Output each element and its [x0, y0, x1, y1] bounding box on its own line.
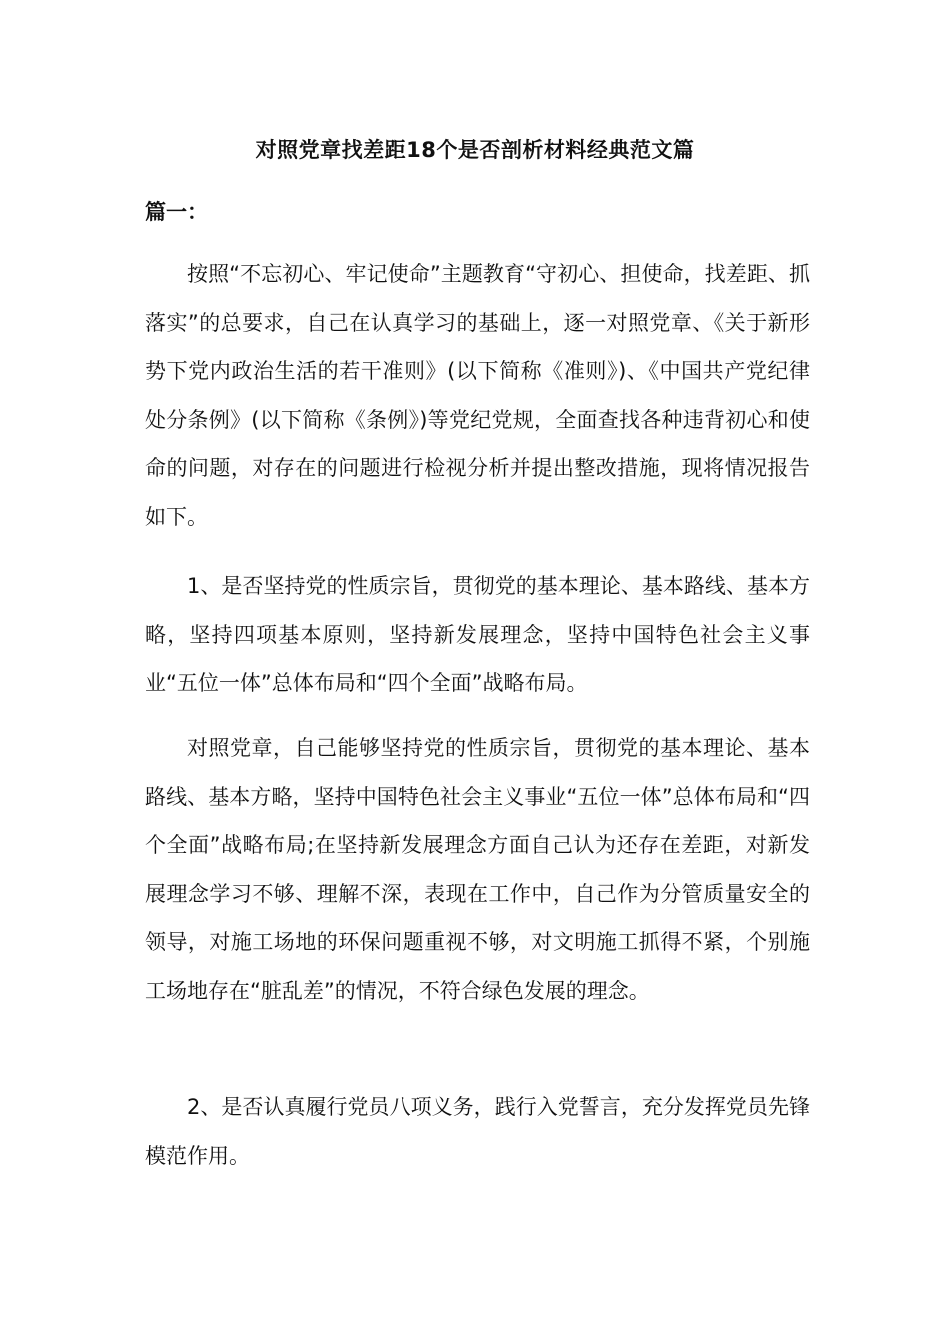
paragraph-intro: 按照“不忘初心、牢记使命”主题教育“守初心、担使命，找差距、抓落实”的总要求，自己在认真学习的基础上，逐一对照党章、《关于新形势下党内政治生活的若干准则》(以下简称《准则》)、《中国共产党纪律处分条例》(以下简称《条例》)等党纪党规，全面查找各种违背初心和使命的问题，对存在的问题进行检视分析并提出整改措施，现将情况报告如下。 — [145, 262, 810, 529]
paragraph-item-1-analysis: 对照党章，自己能够坚持党的性质宗旨，贯彻党的基本理论、基本路线、基本方略，坚持中国特色社会主义事业“五位一体”总体布局和“四个全面”战略布局;在坚持新发展理念方面自己认为还存在差距，对新发展理念学习不够、理解不深，表现在工作中，自己作为分管质量安全的领导，对施工场地的环保问题重视不够，对文明施工抓得不紧，个别施工场地存在“脏乱差”的情况，不符合绿色发展的理念。 — [145, 736, 810, 1003]
paragraph-item-1: 1、是否坚持党的性质宗旨，贯彻党的基本理论、基本路线、基本方略，坚持四项基本原则，坚持新发展理念，坚持中国特色社会主义事业“五位一体”总体布局和“四个全面”战略布局。 — [145, 574, 810, 695]
document-title: 对照党章找差距18个是否剖析材料经典范文篇 — [255, 138, 695, 162]
section-heading: 篇一： — [145, 200, 208, 224]
paragraph-item-2: 2、是否认真履行党员八项义务，践行入党誓言，充分发挥党员先锋模范作用。 — [145, 1095, 810, 1168]
